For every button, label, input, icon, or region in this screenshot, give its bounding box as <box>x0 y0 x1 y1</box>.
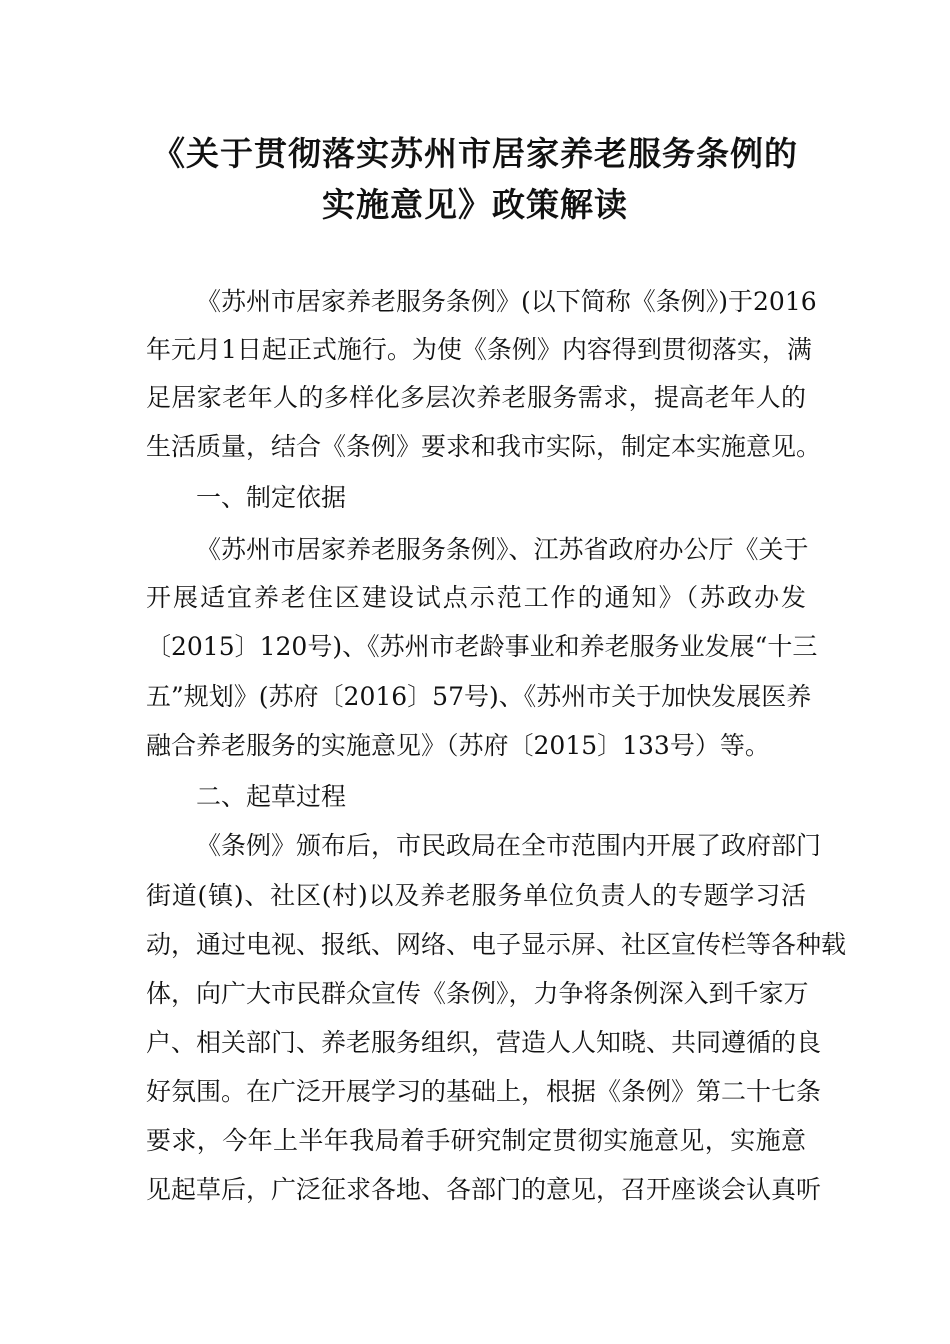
drafting-line: 见起草后，广泛征求各地、各部门的意见，召开座谈会认真听 <box>146 1175 822 1204</box>
drafting-line: 动，通过电视、报纸、网络、电子显示屏、社区宣传栏等各种载 <box>146 930 847 959</box>
drafting-line: 体，向广大市民群众宣传《条例》，力争将条例深入到千家万 <box>146 979 809 1008</box>
intro-line: 生活质量，结合《条例》要求和我市实际，制定本实施意见。 <box>146 432 822 461</box>
basis-line: 〔2015〕120号)、《苏州市老龄事业和养老服务业发展“十三 <box>146 632 818 661</box>
basis-line: 开展适宜养老住区建设试点示范工作的通知》（苏政办发 <box>146 583 806 612</box>
basis-line: 五”规划》(苏府〔2016〕57号)、《苏州市关于加快发展医养 <box>146 682 812 711</box>
document-title-line-2: 实施意见》政策解读 <box>322 185 628 224</box>
drafting-line: 好氛围。在广泛开展学习的基础上，根据《条例》第二十七条 <box>146 1077 822 1106</box>
intro-line: 足居家老年人的多样化多层次养老服务需求，提高老年人的 <box>146 383 806 412</box>
basis-line: 《苏州市居家养老服务条例》、江苏省政府办公厅《关于 <box>196 535 809 564</box>
intro-line: 《苏州市居家养老服务条例》(以下简称《条例》)于2016 <box>196 287 817 316</box>
drafting-line: 户、相关部门、养老服务组织，营造人人知晓、共同遵循的良 <box>146 1028 822 1057</box>
basis-line: 融合养老服务的实施意见》（苏府〔2015〕133号）等。 <box>146 731 770 760</box>
intro-line: 年元月1日起正式施行。为使《条例》内容得到贯彻落实，满 <box>146 335 812 364</box>
document-title-line-1: 《关于贯彻落实苏州市居家养老服务条例的 <box>152 134 798 173</box>
section-heading-drafting: 二、起草过程 <box>196 782 347 811</box>
section-heading-basis: 一、制定依据 <box>196 483 347 512</box>
drafting-line: 要求，今年上半年我局着手研究制定贯彻实施意见，实施意 <box>146 1126 806 1155</box>
drafting-line: 街道(镇)、社区(村)以及养老服务单位负责人的专题学习活 <box>146 881 806 910</box>
drafting-line: 《条例》颁布后，市民政局在全市范围内开展了政府部门 <box>196 831 822 860</box>
